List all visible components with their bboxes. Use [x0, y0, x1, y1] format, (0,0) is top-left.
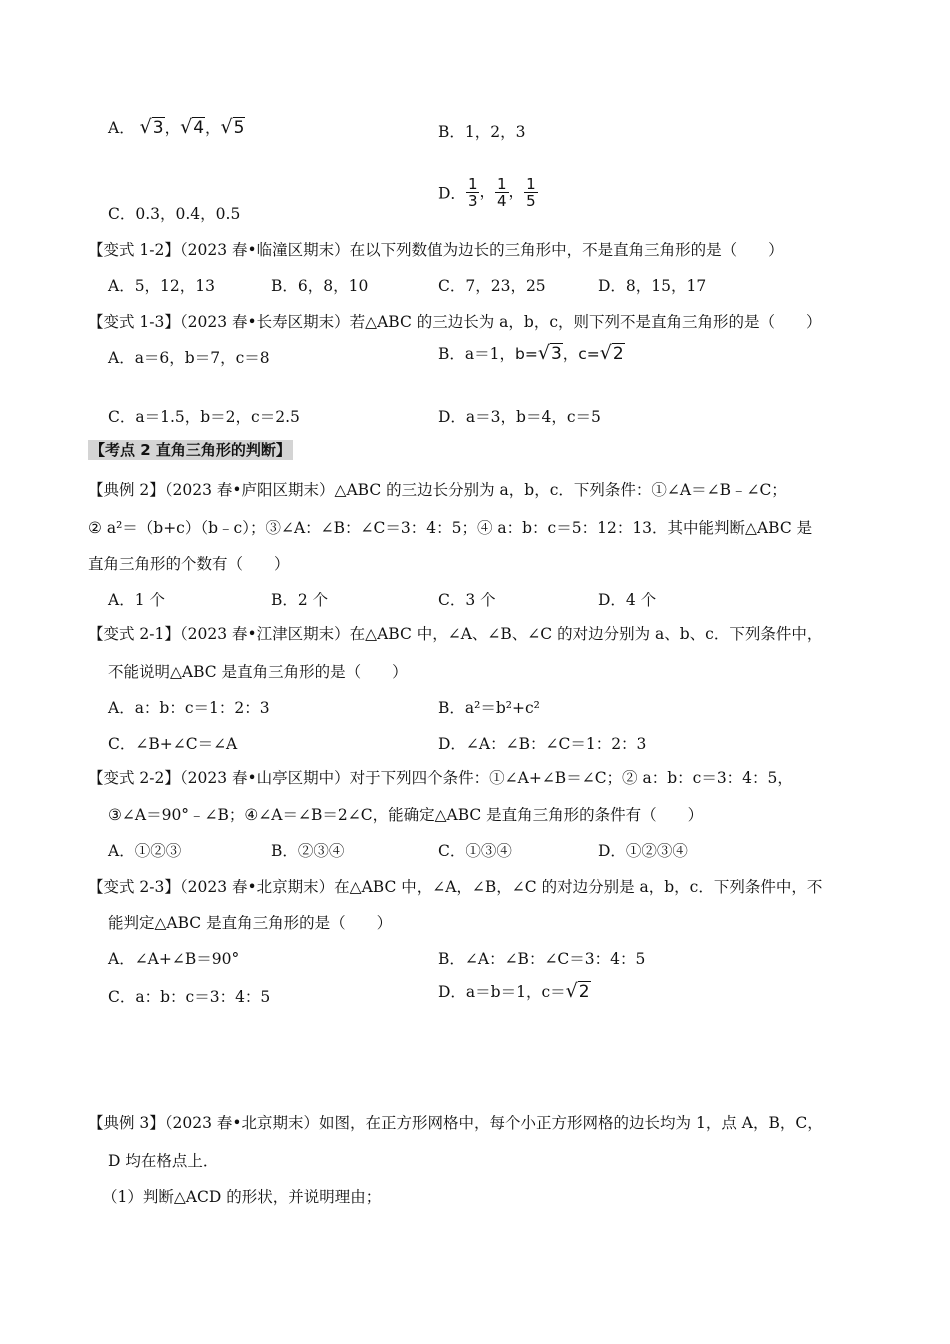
- v12-option-b: B．6，8，10: [271, 277, 369, 295]
- ex2-option-c: C．3 个: [438, 591, 496, 609]
- v22-option-d: D．①②③④: [598, 842, 688, 860]
- ex2-option-a: A．1 个: [108, 591, 165, 609]
- v13-option-c: C．a＝1.5，b＝2，c＝2.5: [108, 408, 300, 426]
- example-3-sub-1: （1）判断△ACD 的形状，并说明理由；: [102, 1188, 382, 1206]
- v13-option-b: B．a＝1，b=√3，c=√2: [438, 342, 624, 364]
- sqrt-5: √5: [220, 116, 245, 138]
- sqrt-4: √4: [180, 116, 205, 138]
- v12-option-c: C．7，23，25: [438, 277, 546, 295]
- v23-option-d: D．a＝b＝1，c＝√2: [438, 980, 590, 1002]
- variant-2-3-line-1: 【变式 2-3】（2023 春•北京期末）在△ABC 中，∠A，∠B，∠C 的对边分别是 a，b，c．下列条件中，不: [88, 878, 823, 896]
- v12-option-d: D．8，15，17: [598, 277, 707, 295]
- variant-2-1-line-1: 【变式 2-1】（2023 春•江津区期末）在△ABC 中，∠A、∠B、∠C 的对边分别为 a、b、c．下列条件中，: [88, 625, 823, 643]
- variant-2-2-line-1: 【变式 2-2】（2023 春•山亭区期中）对于下列四个条件：①∠A+∠B＝∠C；② a：b：c＝3：4：5，: [88, 769, 793, 787]
- prev-option-c: C．0.3，0.4，0.5: [108, 205, 241, 223]
- sqrt-3: √3: [537, 342, 562, 364]
- variant-2-3-line-2: 能判定△ABC 是直角三角形的是（ ）: [108, 914, 393, 932]
- v21-option-b: B．a²＝b²+c²: [438, 699, 540, 717]
- v21-option-c: C．∠B+∠C＝∠A: [108, 735, 238, 753]
- v21-option-a: A．a：b：c＝1：2：3: [108, 699, 270, 717]
- sqrt-2: √2: [565, 980, 590, 1002]
- section-heading: 【考点 2 直角三角形的判断】: [90, 441, 291, 459]
- v22-option-c: C．①③④: [438, 842, 512, 860]
- fraction-1-5: $\frac{1}{5}$: [526, 175, 536, 210]
- v23-option-c: C．a：b：c＝3：4：5: [108, 988, 271, 1006]
- v21-option-d: D．∠A：∠B：∠C＝1：2：3: [438, 735, 647, 753]
- prev-option-a: A． √3，√4，√5: [108, 116, 245, 138]
- fraction-1-3: $\frac{1}{3}$: [467, 175, 478, 210]
- v12-option-a: A．5，12，13: [108, 277, 216, 295]
- v22-option-a: A．①②③: [108, 842, 182, 860]
- example-3-line-2: D 均在格点上．: [108, 1152, 219, 1170]
- variant-2-1-line-2: 不能说明△ABC 是直角三角形的是（ ）: [108, 663, 408, 681]
- variant-1-3-question: 【变式 1-3】（2023 春•长寿区期末）若△ABC 的三边长为 a，b，c，则下列不是直角三角形的是（ ）: [88, 313, 822, 331]
- example-2-line-3: 直角三角形的个数有（ ）: [88, 555, 290, 573]
- v22-option-b: B．②③④: [271, 842, 345, 860]
- sqrt-2: √2: [599, 342, 624, 364]
- example-3-line-1: 【典例 3】（2023 春•北京期末）如图，在正方形网格中，每个小正方形网格的边长均为 1，点 A，B，C，: [88, 1114, 823, 1132]
- variant-1-2-question: 【变式 1-2】（2023 春•临潼区期末）在以下列数值为边长的三角形中，不是直角三角形的是（ ）: [88, 241, 784, 259]
- v23-option-a: A．∠A+∠B＝90°: [108, 950, 240, 968]
- v23-option-b: B．∠A：∠B：∠C＝3：4：5: [438, 950, 646, 968]
- variant-2-2-line-2: ③∠A＝90°﹣∠B；④∠A＝∠B＝2∠C，能确定△ABC 是直角三角形的条件有（ ）: [108, 806, 704, 824]
- ex2-option-d: D．4 个: [598, 591, 657, 609]
- sqrt-3: √3: [139, 116, 164, 138]
- fraction-1-4: $\frac{1}{4}$: [497, 175, 507, 210]
- v13-option-a: A．a＝6，b＝7，c＝8: [108, 349, 270, 367]
- ex2-option-b: B．2 个: [271, 591, 329, 609]
- v13-option-d: D．a＝3，b＝4，c＝5: [438, 408, 601, 426]
- prev-option-b: B．1，2，3: [438, 123, 526, 141]
- example-2-line-1: 【典例 2】（2023 春•庐阳区期末）△ABC 的三边长分别为 a，b，c．下列条件：①∠A＝∠B﹣∠C；: [88, 481, 787, 499]
- example-2-line-2: ② a²＝（b+c）（b﹣c）；③∠A：∠B：∠C＝3：4：5；④ a：b：c＝5：12：13．其中能判断△ABC 是: [88, 519, 813, 537]
- prev-option-d: D． $\frac{1}{3}$ ， $\frac{1}{4}$ ， $\frac{1}{5}$: [438, 175, 536, 210]
